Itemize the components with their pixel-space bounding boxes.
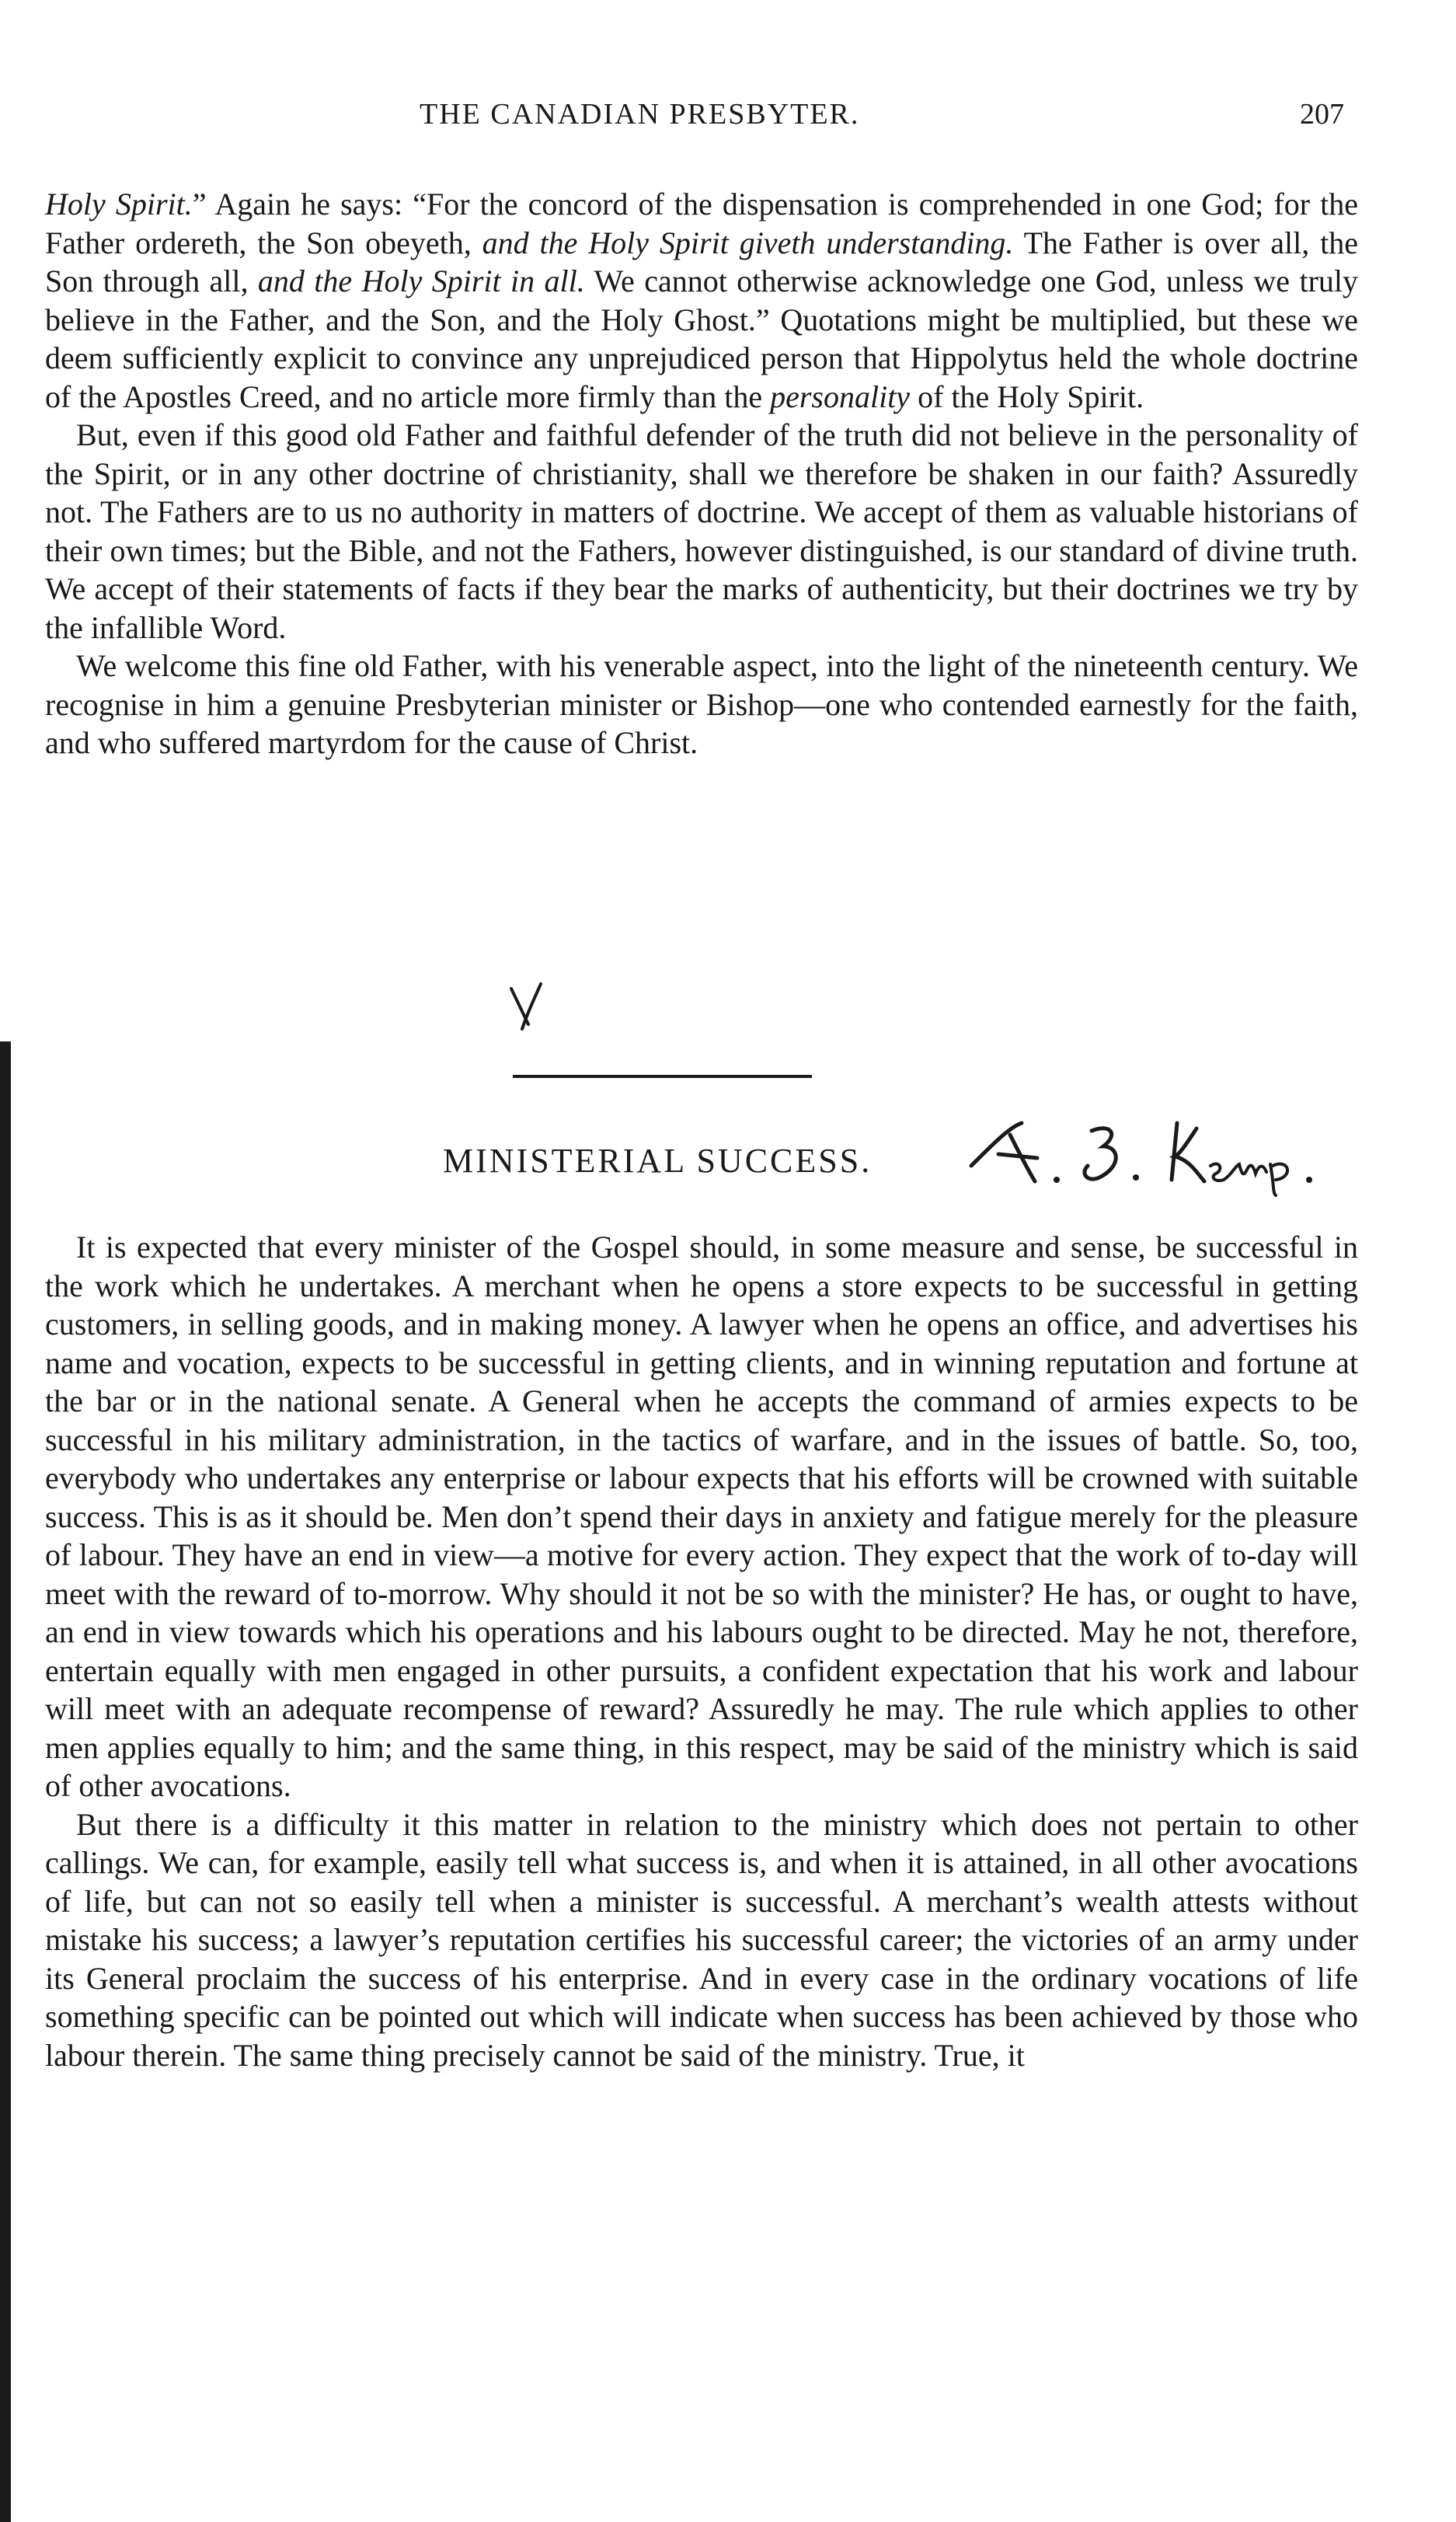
binding-edge-shadow — [0, 1041, 11, 2522]
handwritten-signature — [963, 1111, 1367, 1197]
article-continuation — [45, 185, 1358, 762]
section-heading: MINISTERIAL SUCCESS. — [443, 1142, 873, 1180]
paragraph: Holy Spirit.” Again he says: “For the concord of the dispensation is comprehended in one God; for the Father ordereth, the Son obeyeth, and the Holy Spirit giveth understanding. The Father is over all, the Son through all, and the Holy Spirit in all. We cannot otherwise acknowledge one God, unless we truly believe in the Father, and the Son, and the Holy Ghost.” Quotations might be multiplied, but these we deem sufficiently explicit to convince any unprejudiced person that Hippolytus held the whole doctrine of the Apostles Creed, and no article more firmly than the personality of the Holy Spirit. — [45, 187, 1359, 414]
running-title: THE CANADIAN PRESBYTER. — [420, 98, 860, 131]
paragraph: We welcome this fine old Father, with his venerable aspect, into the light of the nineteenth century. We recognise in him a genuine Presbyterian minister or Bishop—one who contended earnestly for the faith, and who suffered martyrdom for the cause of Christ. — [45, 648, 1358, 760]
paragraph: But, even if this good old Father and faithful defender of the truth did not believe in the personality of the Spirit, or in any other doctrine of christianity, shall we therefore be shaken in our faith? Assuredly not. The Fathers are to us no authority in matters of doctrine. We accept of them as valuable historians of their own times; but the Bible, and not the Fathers, however distinguished, is our standard of divine truth. We accept of their statements of facts if they bear the marks of authenticity, but their doctrines we try by the infallible Word. — [45, 417, 1358, 645]
paragraph: It is expected that every minister of the Gospel should, in some measure and sense, be successful in the work which he undertakes. A merchant when he opens a store expects to be successful in getting customers, in selling goods, and in making money. A lawyer when he opens an office, and advertises his name and vocation, expects to be successful in getting clients, and in winning reputation and fortune at the bar or in the national senate. A General when he accepts the command of armies expects to be successful in his military administration, in the tactics of warfare, and in the issues of battle. So, too, everybody who undertakes any enterprise or labour expects that his efforts will be crowned with suitable success. This is as it should be. Men don’t spend their days in anxiety and fatigue merely for the pleasure of labour. They have an end in view—a motive for every action. They expect that the work of to-day will meet with the reward of to-morrow. Why should it not be so with the minister? He has, or ought to have, an end in view towards which his operations and his labours ought to be directed. May he not, therefore, entertain equally with men engaged in other pursuits, a confident expectation that his work and labour will meet with an adequate recompense of reward? Assuredly he may. The rule which applies to other men applies equally to him; and the same thing, in this respect, may be said of the ministry which is said of other avocations. — [45, 1230, 1358, 1803]
page-number: 207 — [1300, 98, 1344, 131]
paragraph: But there is a difficulty it this matter in relation to the ministry which does not pertain to other callings. We can, for example, easily tell what success is, and when it is attained, in all other avocations of life, but can not so easily tell when a minister is successful. A merchant’s wealth attests without mistake his success; a lawyer’s reputation certifies his successful career; the victories of an army under its General proclaim the success of his enterprise. And in every case in the ordinary vocations of life something specific can be pointed out which will indicate when success has been achieved by those who labour therein. The same thing precisely cannot be said of the ministry. True, it — [45, 1806, 1358, 2073]
article-body — [45, 1228, 1358, 2074]
page-header — [388, 97, 1344, 144]
handwritten-check-mark — [505, 979, 552, 1034]
section-divider — [513, 1075, 812, 1078]
